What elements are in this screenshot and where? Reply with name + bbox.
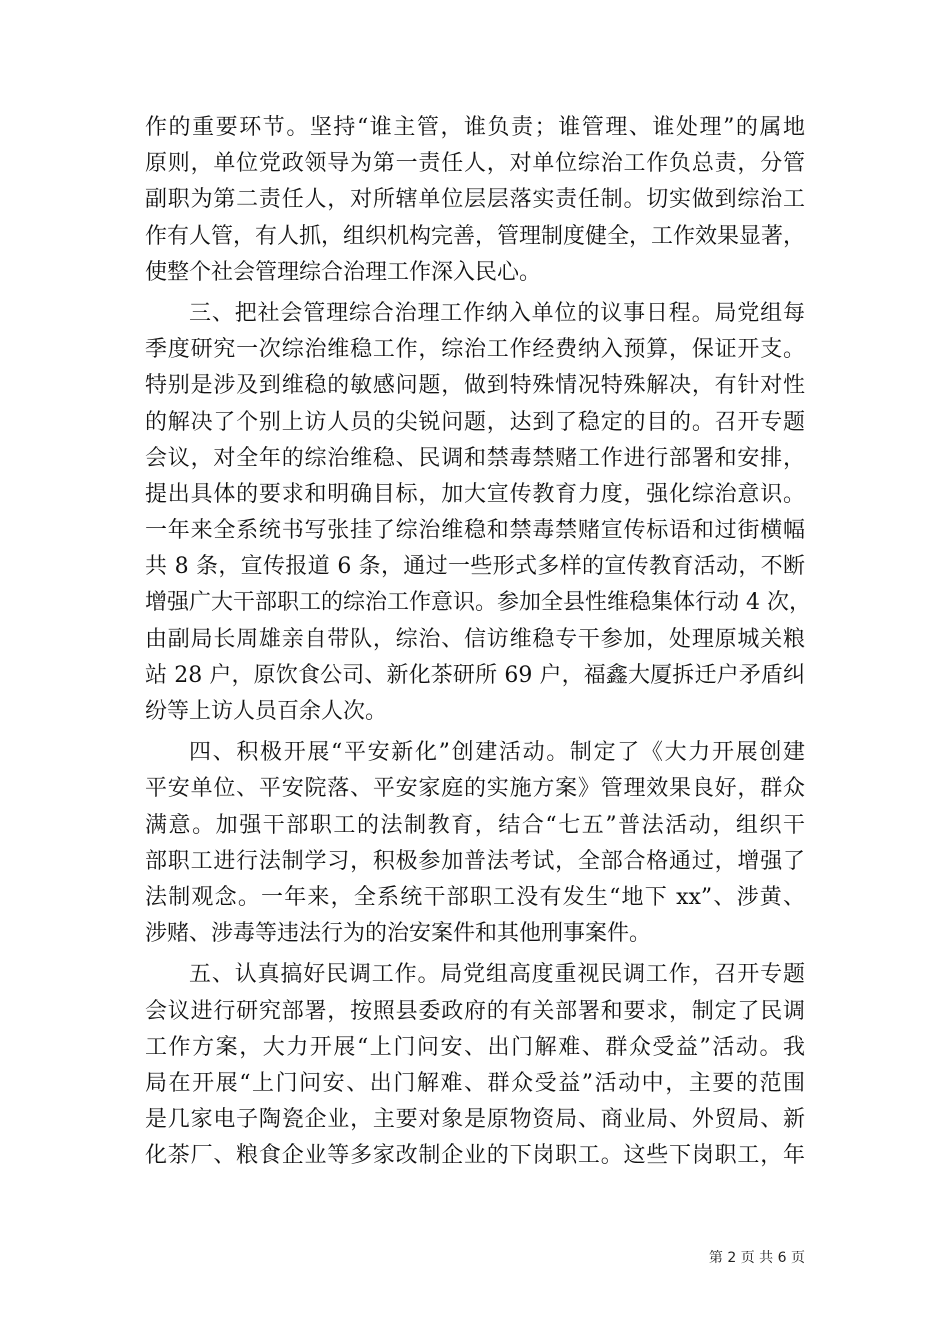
paragraph	[145, 957, 805, 1174]
text-line: 的解决了个别上访人员的尖锐问题，达到了稳定的目的。召开专题	[145, 409, 805, 435]
text-line: 作的重要环节。坚持“谁主管，谁负责；谁管理、谁处理”的属地	[145, 115, 805, 140]
text-line: 提出具体的要求和明确目标，加大宣传教育力度，强化综治意识。	[145, 481, 805, 507]
text-line: 化茶厂、粮食企业等多家改制企业的下岗职工。这些下岗职工，年	[145, 1143, 805, 1169]
paragraph	[145, 110, 805, 291]
text-line: 涉赌、涉毒等违法行为的治安案件和其他刑事案件。	[145, 921, 652, 947]
text-line: 一年来全系统书写张挂了综治维稳和禁毒禁赌宣传标语和过街横幅	[145, 518, 805, 544]
text-line: 共 8 条，宣传报道 6 条，通过一些形式多样的宣传教育活动，不断	[145, 554, 805, 580]
text-line: 三、把社会管理综合治理工作纳入单位的议事日程。局党组每	[189, 300, 805, 326]
text-line: 季度研究一次综治维稳工作，综治工作经费纳入预算，保证开支。	[145, 337, 805, 363]
page-number: 第 2 页 共 6 页	[708, 1250, 805, 1266]
text-line: 由副局长周雄亲自带队，综治、信访维稳专干参加，处理原城关粮	[145, 626, 805, 652]
text-line: 站 28 户，原饮食公司、新化茶研所 69 户，福鑫大厦拆迁户矛盾纠	[145, 662, 805, 688]
paragraph	[145, 735, 805, 952]
text-line: 四、积极开展“平安新化”创建活动。制定了《大力开展创建	[189, 740, 805, 766]
text-line: 纷等上访人员百余人次。	[145, 699, 388, 724]
document-body	[145, 110, 811, 1179]
text-line: 使整个社会管理综合治理工作深入民心。	[145, 259, 542, 285]
text-line: 是几家电子陶瓷企业，主要对象是原物资局、商业局、外贸局、新	[145, 1107, 805, 1133]
text-line: 平安单位、平安院落、平安家庭的实施方案》管理效果良好，群众	[145, 776, 805, 802]
text-line: 特别是涉及到维稳的敏感问题，做到特殊情况特殊解决，有针对性	[145, 373, 805, 399]
text-line: 作有人管，有人抓，组织机构完善，管理制度健全，工作效果显著，	[145, 223, 806, 249]
text-line: 副职为第二责任人，对所辖单位层层落实责任制。切实做到综治工	[145, 187, 805, 213]
text-line: 部职工进行法制学习，积极参加普法考试，全部合格通过，增强了	[145, 848, 805, 874]
text-line: 工作方案，大力开展“上门问安、出门解难、群众受益”活动。我	[145, 1034, 805, 1060]
paragraph	[145, 296, 811, 730]
text-line: 原则，单位党政领导为第一责任人，对单位综治工作负总责，分管	[145, 151, 805, 177]
text-line: 会议，对全年的综治维稳、民调和禁毒禁赌工作进行部署和安排，	[145, 445, 805, 471]
text-line: 五、认真搞好民调工作。局党组高度重视民调工作，召开专题	[189, 962, 805, 988]
text-line: 满意。加强干部职工的法制教育，结合“七五”普法活动，组织干	[145, 812, 805, 838]
text-line: 会议进行研究部署，按照县委政府的有关部署和要求，制定了民调	[145, 998, 805, 1024]
text-line: 增强广大干部职工的综治工作意识。参加全县性维稳集体行动 4 次，	[145, 590, 811, 616]
text-line: 局在开展“上门问安、出门解难、群众受益”活动中，主要的范围	[145, 1070, 805, 1096]
text-line: 法制观念。一年来，全系统干部职工没有发生“地下 xx”、涉黄、	[145, 884, 805, 910]
